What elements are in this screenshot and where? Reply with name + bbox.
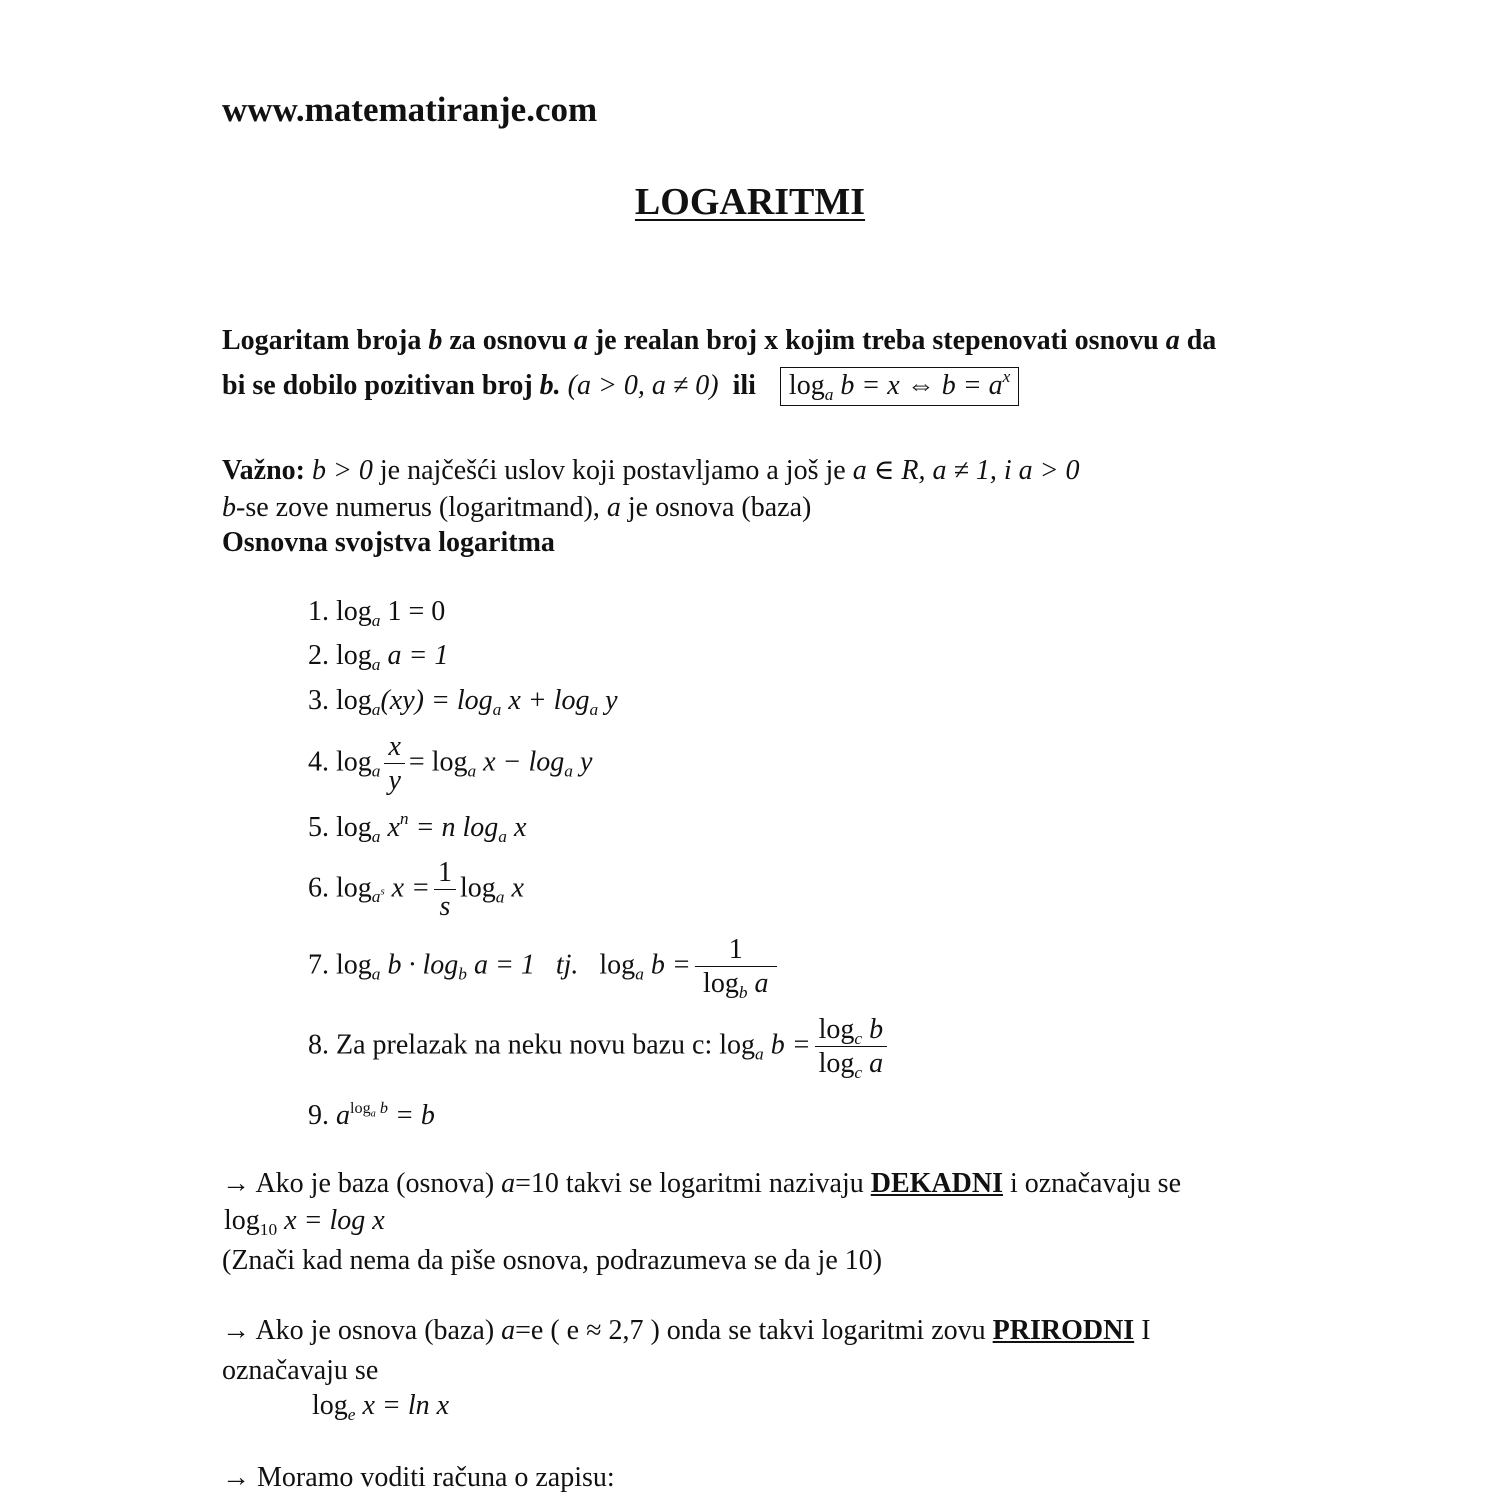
properties-heading: Osnovna svojstva logaritma <box>222 527 555 558</box>
dekadni-line: → Ako je baza (osnova) a=10 takvi se logaritmi nazivaju DEKADNI i označavaju se <box>222 1168 1181 1199</box>
definition-line-1: Logaritam broja b za osnovu a je realan broj x kojim treba stepenovati osnovu a da <box>222 325 1217 356</box>
property-2: 2. $\log_a a = 1$ <box>308 640 449 675</box>
dekadni-note: (Znači kad nema da piše osnova, podrazumeva se da je 10) <box>222 1245 883 1276</box>
property-5: 5. $\log_a x^n = n$ $\log_a x$ <box>308 808 527 847</box>
property-3: 3. $\log_a(xy) = \log_a x + \log_a y$ <box>308 685 618 720</box>
numerus-line: b-se zove numerus (logaritmand), a je osnova (baza) <box>222 492 812 523</box>
fraction-x-over-y: $\frac{x}{y}$ <box>384 732 404 796</box>
property-4: 4. $\log_a$ $\frac{x}{y}$ = $\log_a x - \log_a y$ <box>308 731 593 797</box>
prirodni-line: → Ako je osnova (baza) a=e ( e ≈ 2,7 ) onda se takvi logaritmi zovu PRIRODNI I <box>222 1315 1151 1346</box>
property-8: 8. Za prelazak na neku novu bazu c: $\log_a b$ = $\frac{\log_c b}{\log_c a}$ <box>308 1015 891 1079</box>
zapis-line: → Moramo voditi računa o zapisu: <box>222 1462 615 1493</box>
fraction-1-over-s: $\frac{1}{s}$ <box>434 858 456 922</box>
site-url: www.matematiranje.com <box>222 90 598 129</box>
prirodni-formula: $\log_e x = \ln x$ <box>312 1390 450 1425</box>
dekadni-formula: $\log_{10} x = \log x$ <box>224 1205 385 1240</box>
property-1: 1. $\log_a 1 = 0$ <box>308 596 446 631</box>
fraction-change-of-base: $\frac{\log_c b}{\log_c a}$ <box>815 1015 888 1079</box>
definition-line-2: bi se dobilo pozitivan broj b. (a > 0, a ≠ 0) ili $\log_a b = x$ ⇔ $b = a^x$ <box>222 370 1019 402</box>
vazno-line: Važno: b > 0 je najčešći uslov koji postavljamo a još je a ∈ R, a ≠ 1, i a > 0 <box>222 455 1080 486</box>
prirodni-line-2: označavaju se <box>222 1355 379 1386</box>
fraction-1-over-log-b-a: $\frac{1}{\log_b a}$ <box>695 935 777 999</box>
property-6: 6. $\log_{a^s} x$ = $\frac{1}{s}$ $\log_a x$ <box>308 857 524 923</box>
definition-formula-box: $\log_a b = x$ ⇔ $b = a^x$ <box>780 367 1019 406</box>
property-7: 7. $\log_a b \cdot \log_b a = 1$ tj. $\log_a b$ = $\frac{1}{\log_b a}$ <box>308 935 781 999</box>
page-title: LOGARITMI <box>634 181 866 223</box>
property-9: 9. $a^{log_a b} = b$ <box>308 1098 435 1131</box>
